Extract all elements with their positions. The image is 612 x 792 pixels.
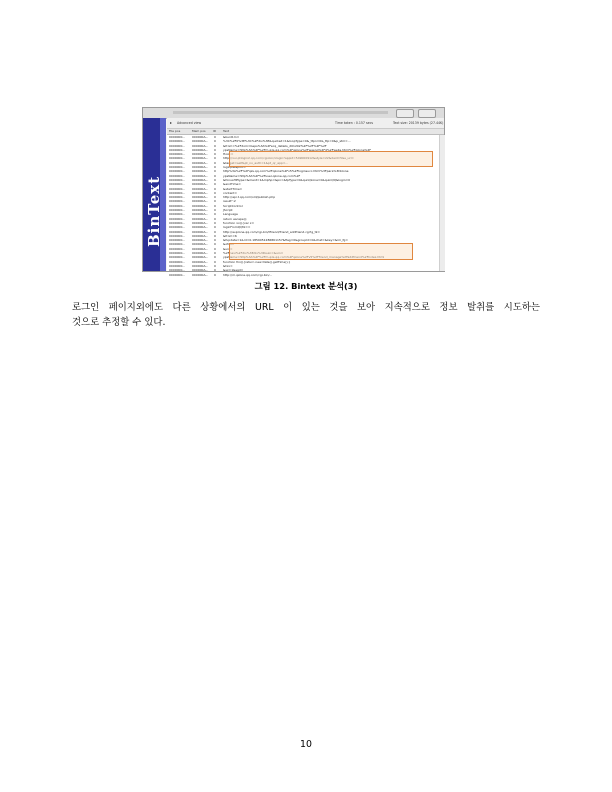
file-pos-cell: 0000000... [169, 152, 186, 157]
id-cell: 0 [214, 182, 216, 187]
mem-pos-cell: 000000A... [192, 216, 209, 221]
mem-pos-cell: 000000A... [192, 186, 209, 191]
mem-pos-cell: 000000A... [192, 220, 209, 225]
id-cell: 0 [214, 272, 216, 277]
text-cell: &uin= [223, 246, 233, 251]
col-id: ID [213, 129, 217, 133]
id-cell: 0 [214, 225, 216, 230]
file-pos-cell: 0000000... [169, 246, 186, 251]
time-taken: Time taken : 0.157 secs [335, 121, 374, 125]
id-cell: 0 [214, 135, 216, 139]
id-cell: 0 [214, 169, 216, 174]
id-cell: 0 [214, 143, 216, 148]
id-cell: 0 [214, 212, 216, 217]
text-cell: &txx= [223, 263, 233, 268]
id-cell: 0 [214, 246, 216, 251]
file-pos-cell: 0000000... [169, 203, 186, 208]
file-pos-cell: 0000000... [169, 233, 186, 238]
mem-pos-cell: 000000A... [192, 242, 209, 247]
id-cell: 0 [214, 251, 216, 256]
id-cell: 0 [214, 216, 216, 221]
id-cell: 0 [214, 199, 216, 204]
text-cell: ScriptControl [223, 203, 243, 208]
file-pos-cell: 0000000... [169, 160, 186, 165]
mem-pos-cell: 000000A... [192, 233, 209, 238]
vertical-scrollbar [439, 135, 445, 271]
mem-pos-cell: 000000A... [192, 182, 209, 187]
mem-pos-cell: 000000A... [192, 212, 209, 217]
mem-pos-cell: 000000A... [192, 255, 209, 260]
file-pos-cell: 0000000... [169, 216, 186, 221]
text-cell: %2Fnavi%2Fdiv%3Ediv%3Dsuin=&uin= [223, 251, 284, 256]
mem-pos-cell: 000000A... [192, 238, 209, 243]
text-cell: loginpassport= [223, 165, 246, 170]
text-cell: http%3A%2F%2Fqzs.qq.com%2Fqzone%2Fv5%2Floginsucc.html%3Fpara%3Dizone [223, 169, 349, 174]
id-cell: 0 [214, 195, 216, 200]
text-cell: ypsName=http%3A%2F%2Fuser.qzone.qq.com%2F [223, 173, 301, 178]
file-pos-cell: 0000000... [169, 255, 186, 260]
text-cell: &from=%2Fdom=beps%3A%2Fecq_details_201202%2F%2F%2F%2F [223, 143, 327, 148]
text-cell: %3C%2F0%3E%3C%2Fdiv%3E&quoted=1&loopType=0&_ttpn=0&_ttp=0&p_stm=... [223, 139, 351, 144]
id-cell: 0 [214, 233, 216, 238]
text-size: Text size: 20139 bytes (27.44K) [393, 121, 444, 125]
file-pos-cell: 0000000... [169, 251, 186, 256]
file-pos-cell: 0000000... [169, 272, 186, 277]
text-cell: &fonusHPtype=&ment=1&mphp=&pn=&tpType=0&qunQzone=0&quinQQ&login=0 [223, 177, 351, 182]
mem-pos-cell: 000000A... [192, 139, 209, 144]
id-cell: 0 [214, 139, 216, 144]
id-cell: 0 [214, 220, 216, 225]
highlight-box [229, 243, 413, 260]
file-pos-cell: 0000000... [169, 225, 186, 230]
mem-pos-cell: 000000A... [192, 135, 209, 139]
text-cell: result":2 [223, 199, 236, 204]
file-pos-cell: 0000000... [169, 190, 186, 195]
mem-pos-cell: 000000A... [192, 259, 209, 264]
id-cell: 0 [214, 156, 216, 161]
id-cell: 0 [214, 160, 216, 165]
text-cell: http://w.qzone.qq.com/cgi-bin/tfriend/friend_addfriend.cgi?g_tk= [223, 229, 321, 234]
text-cell: function fnx(){return new Date().getTime();} [223, 259, 291, 264]
mem-pos-cell: 000000A... [192, 156, 209, 161]
mem-pos-cell: 000000A... [192, 143, 209, 148]
file-pos-cell: 0000000... [169, 165, 186, 170]
mem-pos-cell: 000000A... [192, 165, 209, 170]
file-pos-cell: 0000000... [169, 143, 186, 148]
bintext-logo: BinText [145, 175, 163, 247]
mem-pos-cell: 000000A... [192, 203, 209, 208]
file-pos-cell: 0000000... [169, 177, 186, 182]
file-pos-cell: 0000000... [169, 147, 186, 152]
table-row [167, 273, 444, 277]
file-pos-cell: 0000000... [169, 238, 186, 243]
col-text: Text [223, 129, 230, 133]
file-pos-cell: 0000000... [169, 156, 186, 161]
id-cell: 0 [214, 259, 216, 264]
text-cell: loginFromQQtk== [223, 225, 251, 230]
text-cell: &endTime= [223, 182, 241, 187]
id-cell: 0 [214, 203, 216, 208]
text-cell: function xx(){var x= [223, 220, 255, 225]
toolbar-button [396, 109, 414, 118]
file-pos-cell: 0000000... [169, 135, 186, 139]
file-pos-cell: 0000000... [169, 139, 186, 144]
text-cell: &buid1m= [223, 135, 240, 139]
figure-screenshot [142, 107, 445, 277]
mem-pos-cell: 000000A... [192, 195, 209, 200]
id-cell: 0 [214, 190, 216, 195]
mem-pos-cell: 000000A... [192, 272, 209, 277]
text-cell: Host:= [223, 152, 234, 157]
bintext-sidebar [143, 118, 166, 271]
file-pos-cell: 0000000... [169, 268, 186, 273]
expand-arrow-icon: ▸ [170, 120, 173, 125]
mem-pos-cell: 000000A... [192, 246, 209, 251]
file-pos-cell: 0000000... [169, 199, 186, 204]
file-pos-cell: 0000000... [169, 195, 186, 200]
text-cell: &fupdate=1&rd=0.1859051286861157&flag=0&groupId=0&chat=&key=&im_fg= [223, 238, 348, 243]
file-pos-cell: 0000000... [169, 229, 186, 234]
text-cell: &target=self&pt_no_auth=1&pt_qr_app=... [223, 160, 289, 165]
id-cell: 0 [214, 242, 216, 247]
mem-pos-cell: 000000A... [192, 229, 209, 234]
mem-pos-cell: 000000A... [192, 177, 209, 182]
text-cell: return escape(); [223, 216, 248, 221]
id-cell: 0 [214, 268, 216, 273]
text-cell: &startTime= [223, 186, 243, 191]
mem-pos-cell: 000000A... [192, 152, 209, 157]
mem-pos-cell: 000000A... [192, 169, 209, 174]
file-pos-cell: 0000000... [169, 220, 186, 225]
text-cell: &ofsn= [223, 242, 235, 247]
page-number: 10 [300, 739, 312, 750]
text-cell: content= [223, 190, 237, 195]
file-pos-cell: 0000000... [169, 263, 186, 268]
file-pos-cell: 0000000... [169, 259, 186, 264]
mem-pos-cell: 000000A... [192, 263, 209, 268]
id-cell: 0 [214, 152, 216, 157]
paragraph-line: 것으로 추정할 수 있다. [72, 316, 166, 328]
text-cell: JScript [223, 208, 233, 213]
text-cell: Language [223, 212, 238, 217]
advanced-view-bar [167, 118, 444, 129]
id-cell: 0 [214, 208, 216, 213]
text-cell: ypsName=http%3A%2F%2Fm.qzs.qq.com%2Fqzone%2Fv5%2Ffriend_manage%2Faddfriend%2Findex.html [223, 255, 385, 260]
id-cell: 0 [214, 165, 216, 170]
mem-pos-cell: 000000A... [192, 160, 209, 165]
text-cell: &sx=1&sgd= [223, 268, 244, 273]
file-pos-cell: 0000000... [169, 182, 186, 187]
id-cell: 0 [214, 177, 216, 182]
file-pos-cell: 0000000... [169, 242, 186, 247]
text-cell: http://m.qzone.qq.com/cgi-bin/... [223, 272, 273, 277]
id-cell: 0 [214, 147, 216, 152]
file-pos-cell: 0000000... [169, 208, 186, 213]
text-cell: http://xui.ptlogin2.qq.com/cgi-bin/xlogin?appid=549000912&style=22&daid=5&s_url= [223, 156, 354, 161]
figure-caption: 그림 12. Bintext 분석(3) [254, 281, 358, 291]
file-pos-cell: 0000000... [169, 169, 186, 174]
id-cell: 0 [214, 173, 216, 178]
text-cell: http://api.t.qq.com/old/publish.php [223, 195, 276, 200]
text-cell: ypsName=http%3A%2F%2Fm.qzs.qq.com%2Fqzone%2Fwaeng%2F4%2Fwebs.html%2Fqzone%2F [223, 147, 372, 152]
id-cell: 0 [214, 186, 216, 191]
text-cell: &from=6 [223, 233, 237, 238]
id-cell: 0 [214, 255, 216, 260]
file-pos-cell: 0000000... [169, 186, 186, 191]
body-paragraph [72, 301, 540, 330]
id-cell: 0 [214, 229, 216, 234]
mem-pos-cell: 000000A... [192, 225, 209, 230]
toolbar-filename-field [173, 111, 388, 114]
id-cell: 0 [214, 238, 216, 243]
id-cell: 0 [214, 263, 216, 268]
mem-pos-cell: 000000A... [192, 199, 209, 204]
file-pos-cell: 0000000... [169, 173, 186, 178]
file-pos-cell: 0000000... [169, 212, 186, 217]
advanced-view-label: Advanced view [177, 121, 202, 125]
mem-pos-cell: 000000A... [192, 251, 209, 256]
col-file-pos: File pos [169, 129, 181, 133]
mem-pos-cell: 000000A... [192, 147, 209, 152]
mem-pos-cell: 000000A... [192, 190, 209, 195]
col-mem-pos: Mem pos [192, 129, 206, 133]
highlight-box [229, 151, 433, 167]
mem-pos-cell: 000000A... [192, 268, 209, 273]
mem-pos-cell: 000000A... [192, 173, 209, 178]
toolbar-button [418, 109, 436, 118]
mem-pos-cell: 000000A... [192, 208, 209, 213]
paragraph-line: 로그인 페이지외에도 다른 상황에서의 URL 이 있는 것을 보아 지속적으로 정보 탈취를 시도하는 [72, 302, 540, 313]
